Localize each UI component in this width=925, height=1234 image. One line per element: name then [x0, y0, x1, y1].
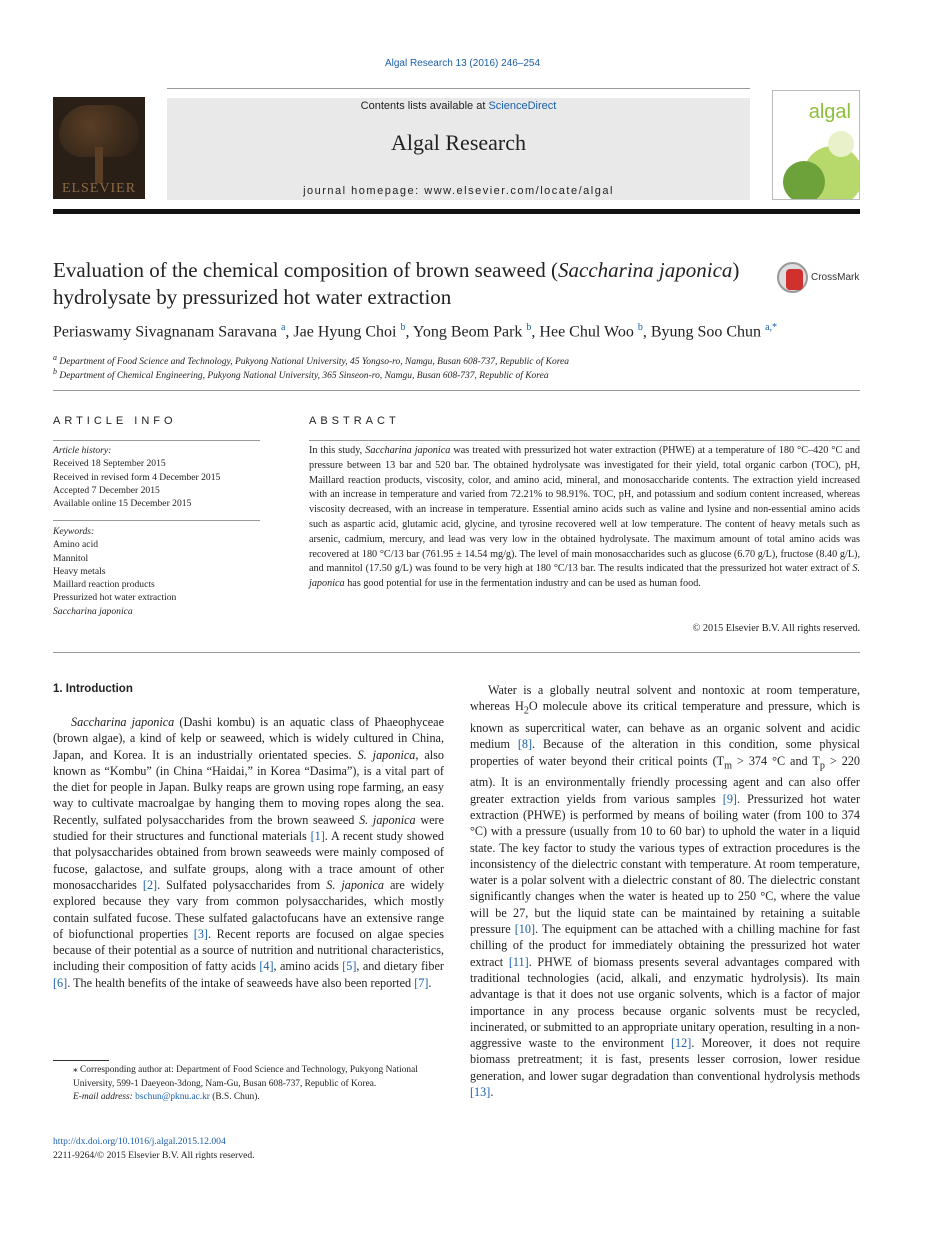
abstract-copyright: © 2015 Elsevier B.V. All rights reserved.	[692, 623, 860, 634]
contents-prefix: Contents lists available at	[360, 100, 489, 112]
citation-link[interactable]: [11]	[508, 954, 529, 969]
citation-link[interactable]: [6]	[53, 975, 68, 990]
corresponding-author-footnote	[53, 1064, 444, 1105]
affiliation-b: $^b$ Department of Chemical Engineering, Pukyong National University, 365 Sinseon-ro, Namgu, Busan 608-737, Republic of Korea	[53, 367, 549, 382]
title-species: Saccharina japonica	[558, 258, 733, 282]
subscript: 2	[523, 705, 529, 717]
section-heading-introduction: 1. Introduction	[53, 683, 133, 695]
affiliation-text: Department of Chemical Engineering, Pukyong National University, 365 Sinseon-ro, Namgu, Busan 608-737, Republic of Korea	[59, 371, 549, 382]
abstract-rule	[309, 440, 860, 441]
history-item: Received in revised form 4 December 2015	[53, 471, 221, 483]
abstract-text	[309, 444, 860, 592]
title-part2: ) hydrolysate by pressurized hot water extraction	[53, 258, 740, 309]
doi-block	[53, 1135, 255, 1162]
history-item: Accepted 7 December 2015	[53, 484, 160, 496]
header-rule	[53, 209, 860, 214]
body-text: .	[490, 1085, 494, 1099]
elsevier-logo	[53, 97, 145, 199]
body-text: , amino acids	[273, 959, 343, 974]
author-name: Jae Hyung Choi	[293, 323, 397, 341]
title-part1: Evaluation of the chemical composition of brown seaweed (	[53, 258, 559, 282]
keyword: Mannitol	[53, 552, 89, 564]
author-affiliation-link[interactable]: b	[637, 322, 643, 333]
body-text: . Sulfated polysaccharides from	[157, 877, 327, 892]
author-affiliation-link[interactable]: b	[526, 322, 532, 333]
citation-link[interactable]: [7]	[414, 975, 429, 990]
affiliation-text: Department of Food Science and Technology, Pukyong National University, 45 Yongso-ro, Namgu, Busan 608-737, Republic of Korea	[59, 357, 570, 368]
issn-copyright: 2211-9264/© 2015 Elsevier B.V. All rights reserved.	[53, 1149, 255, 1161]
masthead-top-rule	[167, 88, 750, 89]
species-name: Saccharina japonica	[71, 715, 175, 729]
keyword: Amino acid	[53, 539, 99, 551]
citation-link[interactable]: [10]	[514, 922, 536, 937]
citation-link[interactable]: [4]	[259, 959, 274, 974]
body-text: . PHWE of biomass presents several advantages compared with traditional technologies (acid, alkali, and enzymatic hydrolysis). Its main advantage is that it does not use organic solvents, which is a factor of major importance in any process because organic solvents must be recycled, incinerated, or submitted to an appropriate unitary operation, resulting in a non-aggressive waste to the environment	[470, 954, 860, 1051]
author-name: Yong Beom Park	[412, 323, 523, 341]
journal-cover-thumbnail[interactable]	[772, 90, 860, 200]
citation-link[interactable]: [12]	[671, 1036, 692, 1051]
body-text: were studied for their structures and functional materials	[53, 812, 444, 844]
keyword: Maillard reaction products	[53, 579, 155, 591]
body-text: (Dashi kombu) is an aquatic class of Phaeophyceae (brown algae), a kind of kelp or seaweed, which is widely cultured in China, Japan, and Korea. It is an industrially orientated species.	[53, 715, 444, 762]
contents-line	[167, 100, 750, 112]
keywords-rule	[53, 520, 260, 521]
species-name: S. japonica	[357, 747, 416, 762]
crossmark-badge[interactable]	[777, 262, 867, 294]
author-name: Hee Chul Woo	[539, 323, 634, 341]
body-text: O molecule above its critical temperature and pressure, which is known as supercritical water, can behave as an organic solvent and acidic medium	[470, 699, 860, 752]
subscript: m	[724, 760, 732, 772]
subscript: p	[819, 760, 825, 772]
keyword: Pressurized hot water extraction	[53, 592, 177, 604]
body-text: . Moreover, it does not require biomass pretreatment; it is fast, presents lesser corrosion, lower residue generation, and lower sugar degradation than conventional hydrolysis methods	[470, 1036, 861, 1083]
crossmark-icon	[777, 262, 808, 293]
history-item: Available online 15 December 2015	[53, 498, 192, 510]
tree-trunk-graphic	[95, 147, 103, 183]
body-text: . The equipment can be attached with a chilling machine for fast chilling of the product for immediately obtaining the pressurized hot water extract	[470, 922, 860, 969]
citation-link[interactable]: [9]	[722, 791, 737, 806]
keywords-label: Keywords:	[53, 526, 95, 537]
author-list: Periaswamy Sivagnanam Saravana $^a$, Jae Hyung Choi $^b$, Yong Beom Park $^b$, Hee Chul Woo $^b$, Byung Soo Chun $^{a,*}$	[53, 322, 778, 341]
article-info-rule	[53, 440, 260, 441]
article-history	[53, 444, 260, 510]
body-text: , also known as “Kombu” (in China “Haidai,” in Korea “Dasima”), is a vital part of the diet for people in Japan. Bulky reaps are grown using rope farming, an easy way to cultivate macroalgae by hanging them to moving ropes along the sea. Recently, sulfated polysaccharides from the brown seaweed	[53, 747, 444, 827]
author-affiliation-link[interactable]: b	[400, 322, 406, 333]
abstract-species: Saccharina japonica	[365, 445, 451, 456]
journal-homepage[interactable]: journal homepage: www.elsevier.com/locate/algal	[303, 185, 614, 197]
body-column-left	[53, 714, 444, 991]
body-text: > 374 °C and T	[732, 753, 820, 768]
body-text: . Recent reports are focused on algae species because of their potential as a source of nutrition and nutritional characteristics, including their composition of fatty acids	[53, 926, 444, 974]
citation-link[interactable]: [5]	[342, 959, 357, 974]
body-text: . Because of the alteration in this condition, some physical properties of water beyond their critical points (T	[470, 737, 860, 768]
abstract-heading: ABSTRACT	[309, 415, 400, 427]
email-label: E-mail address:	[73, 1092, 136, 1102]
cover-title: algal	[808, 101, 851, 123]
crossmark-bookmark-icon	[786, 269, 803, 290]
species-name: S. japonica	[359, 812, 416, 827]
body-text: > 220 atm). It is an environmentally friendly processing agent and can also offer greater extraction yields from various samples	[470, 753, 861, 806]
author-name: Byung Soo Chun	[650, 323, 762, 341]
author-affiliation-link[interactable]: a	[280, 322, 286, 333]
affiliation-a: $^a$ Department of Food Science and Technology, Pukyong National University, 45 Yongso-ro, Namgu, Busan 608-737, Republic of Korea	[53, 353, 570, 368]
body-rule	[53, 652, 860, 653]
abstract-span: In this study,	[309, 445, 366, 456]
body-text: , and dietary fiber	[356, 959, 444, 974]
article-title	[53, 257, 753, 311]
email-suffix: (B.S. Chun).	[209, 1092, 260, 1102]
publisher-logo-text: ELSEVIER	[61, 181, 137, 196]
journal-name: Algal Research	[391, 130, 526, 155]
journal-masthead	[167, 98, 750, 200]
crossmark-label: CrossMark	[811, 272, 860, 283]
citation-link[interactable]: [8]	[517, 737, 533, 752]
species-name: S. japonica	[326, 877, 384, 892]
body-text: Water is a globally neutral solvent and nontoxic at room temperature, whereas H	[470, 683, 860, 714]
sciencedirect-link[interactable]: ScienceDirect	[488, 100, 557, 112]
article-info-heading: ARTICLE INFO	[53, 415, 177, 427]
keyword: Heavy metals	[53, 565, 106, 577]
abstract-span: was treated with pressurized hot water extraction (PHWE) at a temperature of 180 °C–420 °C and pressure between 13 bar and 520 bar. The obtained hydrolysate was investigated for their yield, total organic carbon (TOC), pH, Maillard reaction products, viscosity, color, and amino acid, mineral, and monosaccharide contents. The extraction yield increased with an increase in temperature and varied from 72.21% to 98.91%. TOC, pH, and potassium and sodium content increased, whereas viscosity decreased, with an increase in temperature. Essential amino acids such as valine and lysine and non-essential amino acids such as aspartic acid, glutamic acid, glycine, and tyrosine recovered well at low temperature. The content of heavy metals such as arsenic, cadmium, mercury, and lead was very low in the obtained hydrolysate. The maximum amount of total amino acids was recovered at 180 °C/13 bar (761.95 ± 14.54 mg/g). The level of main monosaccharides such as glucose (6.70 g/L), fructose (8.40 g/L), and mannitol (17.50 g/L) was found to be very high at 180 °C/13 bar. The results indicated that the pressurized hot water extract of	[309, 445, 861, 575]
footnote-text: Corresponding author at: Department of Food Science and Technology, Pukyong National University, 599-1 Daeyeon-3dong, Nam-Gu, Busan 608-737, Republic of Korea.	[73, 1065, 418, 1089]
affiliation-rule	[53, 390, 860, 391]
abstract-species: S. japonica	[309, 563, 860, 590]
author-affiliation-link[interactable]: a,*	[765, 322, 778, 333]
doi-link[interactable]: http://dx.doi.org/10.1016/j.algal.2015.12.004	[53, 1136, 226, 1147]
history-item: Received 18 September 2015	[53, 458, 166, 470]
abstract-span: has good potential for use in the fermentation industry and can be used as human food.	[344, 578, 701, 590]
footnote-marker: ⁎	[73, 1065, 78, 1075]
cover-graphic	[783, 161, 825, 200]
journal-reference[interactable]: Algal Research 13 (2016) 246–254	[384, 58, 541, 69]
footnote-rule	[53, 1060, 109, 1061]
author-name: Periaswamy Sivagnanam Saravana	[53, 323, 277, 341]
body-text: . Pressurized hot water extraction (PHWE) is performed by means of boiling water (from 100 to 374 °C) with a pressure (usually from 10 to 60 bar) to uphold the water in a liquid state. The key factor to study the various types of extraction procedures is the inconsistency of the dielectric constant with temperature. At room temperature, water is a polar solvent with a dielectric constant of 80. The dielectric constant significantly changes when the water is heated up to 250 °C, where the value will be 27, but the liquid state can be maintained by retaining a suitable pressure	[470, 791, 861, 937]
keyword: Saccharina japonica	[53, 605, 133, 617]
email-link[interactable]: bschun@pknu.ac.kr	[135, 1092, 210, 1102]
citation-link[interactable]: [3]	[193, 926, 208, 941]
citation-link[interactable]: [1]	[310, 829, 325, 844]
cover-graphic	[828, 131, 854, 157]
keywords	[53, 525, 260, 618]
history-label: Article history:	[53, 445, 112, 456]
body-column-right	[470, 682, 860, 1100]
citation-link[interactable]: [13]	[470, 1085, 491, 1099]
body-text: are widely explored because they vary from common polysaccharides, which mostly contain sulfated fucose. These sulfated galactofucans have an extensive range of biofunctional properties	[53, 877, 444, 941]
body-text: . A recent study showed that polysaccharides obtained from brown seaweeds were mainly composed of fucose, galactose, and sulfate groups, along with a trace amount of other monosaccharides	[53, 829, 445, 892]
citation-link[interactable]: [2]	[142, 877, 158, 892]
body-text: . The health benefits of the intake of seaweeds have also been reported	[67, 975, 415, 990]
body-text: .	[428, 975, 432, 990]
